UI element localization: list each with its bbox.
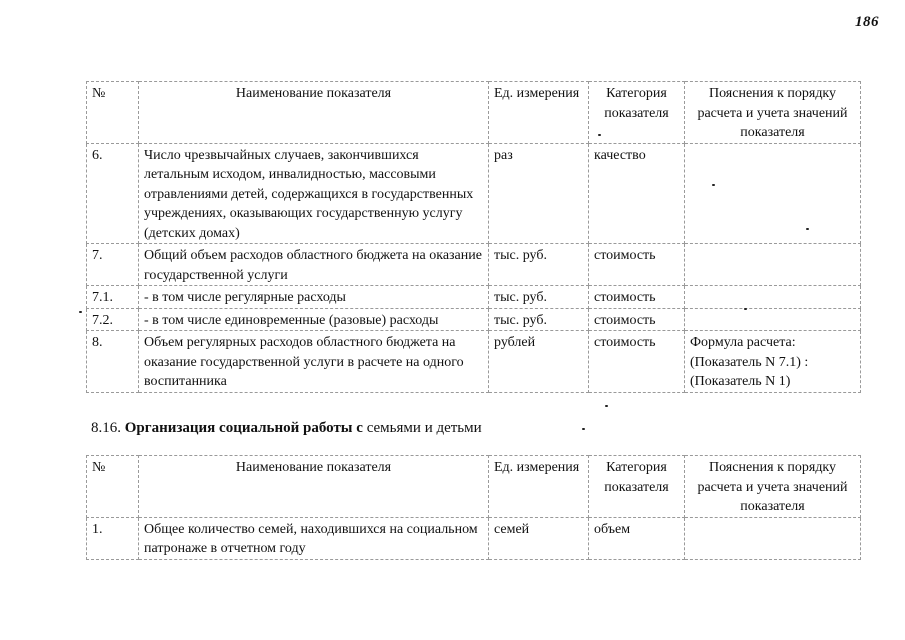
scan-speck <box>744 308 747 310</box>
scan-speck <box>598 134 601 136</box>
row-category: стоимость <box>589 286 685 309</box>
section-title-rest: семьями и детьми <box>366 420 482 436</box>
row-number: 7. <box>87 244 139 286</box>
row-category: качество <box>589 143 685 244</box>
scan-speck <box>582 428 585 430</box>
formula-label: Формула расчета: <box>690 335 796 350</box>
row-unit: семей <box>489 517 589 559</box>
row-category: стоимость <box>589 308 685 331</box>
table-row <box>87 517 861 559</box>
header-name: Наименование показателя <box>139 82 489 144</box>
header-number: № <box>87 456 139 518</box>
row-unit: тыс. руб. <box>489 244 589 286</box>
table-row <box>87 286 861 309</box>
page-number: 186 <box>855 14 879 30</box>
row-name: Объем регулярных расходов областного бюджета на оказание государственной услуги в расчете на одного воспитанника <box>139 331 489 393</box>
row-category: объем <box>589 517 685 559</box>
header-number: № <box>87 82 139 144</box>
row-notes <box>685 308 861 331</box>
row-unit: рублей <box>489 331 589 393</box>
scan-speck <box>605 405 608 407</box>
row-notes <box>685 517 861 559</box>
header-category: Категория показателя <box>589 456 685 518</box>
formula-numerator: (Показатель N 7.1) : <box>690 354 809 370</box>
row-unit: раз <box>489 143 589 244</box>
scan-speck <box>712 184 715 186</box>
row-name: - в том числе регулярные расходы <box>139 286 489 309</box>
row-notes <box>685 143 861 244</box>
table-row <box>87 331 861 393</box>
row-notes <box>685 331 861 393</box>
scan-speck <box>79 311 82 313</box>
header-name: Наименование показателя <box>139 456 489 518</box>
row-number: 6. <box>87 143 139 244</box>
row-notes <box>685 286 861 309</box>
row-category: стоимость <box>589 244 685 286</box>
formula-denominator: (Показатель N 1) <box>690 374 791 389</box>
indicators-table-1 <box>86 81 861 393</box>
row-name: Общий объем расходов областного бюджета на оказание государственной услуги <box>139 244 489 286</box>
header-category: Категория показателя <box>589 82 685 144</box>
table-header-row <box>87 82 861 144</box>
row-number: 7.2. <box>87 308 139 331</box>
section-title-bold: Организация социальной работы с <box>124 420 363 436</box>
row-notes <box>685 244 861 286</box>
table-row <box>87 143 861 244</box>
row-unit: тыс. руб. <box>489 286 589 309</box>
row-unit: тыс. руб. <box>489 308 589 331</box>
indicators-table-2 <box>86 455 861 560</box>
row-number: 1. <box>87 517 139 559</box>
scan-speck <box>806 228 809 230</box>
table-header-row <box>87 456 861 518</box>
row-category: стоимость <box>589 331 685 393</box>
header-notes: Пояснения к порядку расчета и учета значений показателя <box>685 456 861 518</box>
table-row <box>87 244 861 286</box>
row-number: 8. <box>87 331 139 393</box>
row-name: Число чрезвычайных случаев, закончившихся летальным исходом, инвалидностью, массовыми отравлениями детей, содержащихся в государственных учреждениях, оказывающих государственную услугу (детских домах) <box>139 143 489 244</box>
table-row <box>87 308 861 331</box>
section-heading <box>91 420 482 437</box>
row-name: Общее количество семей, находившихся на социальном патронаже в отчетном году <box>139 517 489 559</box>
header-unit: Ед. измерения <box>489 82 589 144</box>
header-notes: Пояснения к порядку расчета и учета значений показателя <box>685 82 861 144</box>
row-number: 7.1. <box>87 286 139 309</box>
row-name: - в том числе единовременные (разовые) расходы <box>139 308 489 331</box>
section-number: 8.16. <box>91 420 121 436</box>
header-unit: Ед. измерения <box>489 456 589 518</box>
